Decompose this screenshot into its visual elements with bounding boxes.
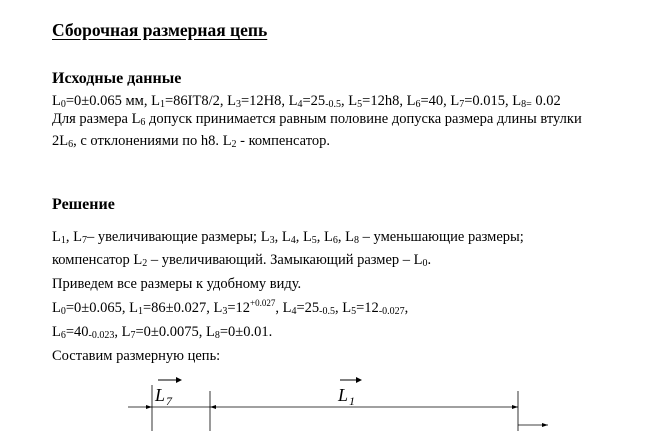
- solution-line-6: Составим размерную цепь:: [52, 348, 221, 364]
- svg-text:L: L: [338, 385, 349, 405]
- subscript: 0: [60, 99, 66, 110]
- subscript: 8: [354, 235, 360, 246]
- subscript: 0: [422, 258, 428, 269]
- subscript: 7: [130, 330, 136, 341]
- subscript: 7: [81, 235, 87, 246]
- subscript: 8=: [521, 99, 532, 110]
- dimension-line-next: [518, 423, 548, 427]
- solution-line-3: Приведем все размеры к удобному виду.: [52, 276, 302, 292]
- subscript: 6: [415, 99, 421, 110]
- subscript: 6: [68, 139, 74, 150]
- subscript: 5: [311, 235, 317, 246]
- subscript: 6: [60, 330, 66, 341]
- page-title: Сборочная размерная цепь: [52, 20, 268, 40]
- subscript: 1: [159, 99, 165, 110]
- subscript: 6: [332, 235, 338, 246]
- subscript: 5: [351, 306, 357, 317]
- dimension-label-l7: [154, 377, 182, 408]
- solution-line-4: $L_0=0\pm 0.065$, $L_1=86\pm 0.027$, $L_3=12^{+0.027}$, $L_4=25_{-0.5}$, $L_5=12_{-0.027}$,: [52, 298, 409, 317]
- subscript: 1: [137, 306, 143, 317]
- initial-line-3: $2L_6$, с отклонениями по h8. $L_2$ - компенсатор.: [52, 133, 330, 150]
- subscript: 7: [459, 99, 465, 110]
- subscript: -0.5: [319, 306, 336, 317]
- svg-text:1: 1: [349, 394, 355, 408]
- svg-text:7: 7: [166, 394, 172, 408]
- subscript: 2: [231, 139, 237, 150]
- dimension-label-l1: [337, 377, 362, 408]
- subscript: 4: [291, 306, 297, 317]
- subscript: 3: [222, 306, 228, 317]
- subscript: 4: [290, 235, 296, 246]
- subscript: 1: [60, 235, 66, 246]
- superscript: +0.027: [250, 298, 276, 308]
- subscript: 6: [140, 117, 146, 128]
- subscript: 2: [142, 258, 148, 269]
- subscript: 5: [357, 99, 363, 110]
- solution-line-5: $L_6=40_{-0.023}$, $L_7=0\pm 0.0075$, $L_8=0\pm 0.01$.: [52, 324, 273, 341]
- dimension-line-l1: [210, 405, 518, 409]
- initial-data-heading: Исходные данные: [52, 70, 182, 87]
- svg-text:L: L: [155, 385, 166, 405]
- subscript: 8: [214, 330, 220, 341]
- subscript: 0: [60, 306, 66, 317]
- subscript: 3: [269, 235, 275, 246]
- subscript: 3: [235, 99, 241, 110]
- initial-line-1: $L_0=0\pm 0.065$ мм, $L_1=86IT8/2$, $L_3=12H8$, $L_4=25_{-0.5}$, $L_5=12h8$, $L_6=40$, $L_7=0.015$, $L_{8=}$ 0.02: [52, 93, 561, 110]
- solution-line-2: компенсатор $L_2$ – увеличивающий. Замыкающий размер – $L_0$.: [52, 252, 432, 269]
- initial-line-2: Для размера $L_6$ допуск принимается равным половине допуска размера длины втулки: [52, 111, 582, 128]
- dimension-chain-diagram: [0, 371, 666, 431]
- subscript: -0.023: [88, 330, 115, 341]
- subscript: 4: [297, 99, 303, 110]
- solution-heading: Решение: [52, 196, 115, 213]
- solution-line-1: $L_1$, $L_7-$ увеличивающие размеры; $L_3$, $L_4$, $L_5$, $L_6$, $L_8$ – уменьшающие размеры;: [52, 229, 524, 246]
- subscript: -0.027: [378, 306, 405, 317]
- subscript: -0.5: [325, 99, 342, 110]
